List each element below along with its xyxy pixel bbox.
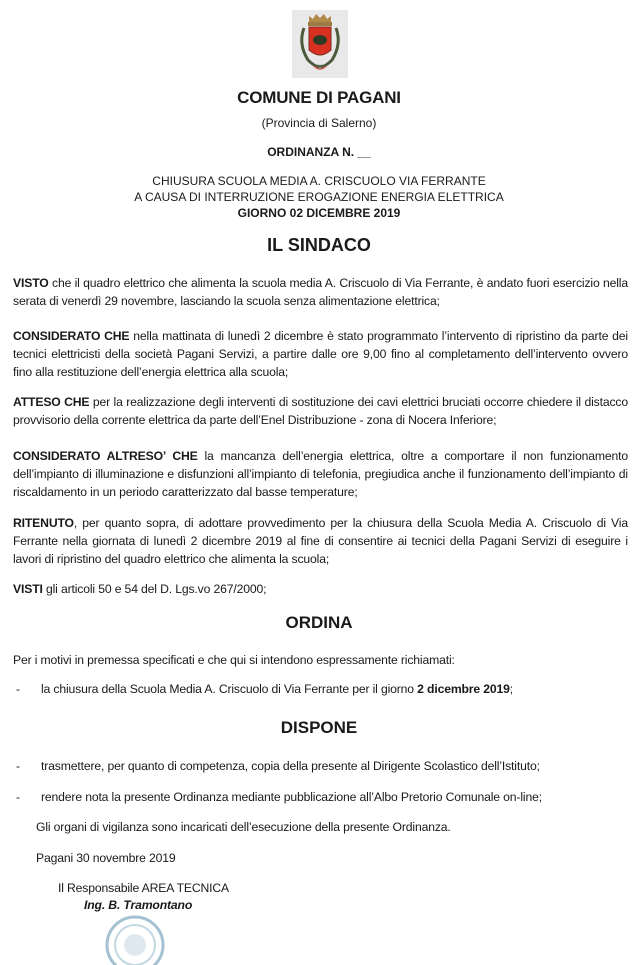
paragraph-considerato [13, 327, 628, 382]
paragraph-lead: CONSIDERATO CHE [13, 329, 130, 343]
ordina-item-end: ; [509, 682, 514, 696]
heading-dispone: DISPONE [280, 718, 358, 737]
paragraph-lead: CONSIDERATO ALTRESO’ CHE [13, 449, 198, 463]
paragraph-atteso [13, 393, 628, 429]
paragraph-visti [13, 580, 628, 598]
place-date: Pagani 30 novembre 2019 [36, 851, 176, 865]
bullet-marker: - [16, 790, 21, 804]
dispone-item: trasmettere, per quanto di competenza, copia della presente al Dirigente Scolastico dell’Istituto; [41, 759, 540, 773]
paragraph-text: gli articoli 50 e 54 del D. Lgs.vo 267/2000; [42, 582, 267, 596]
dispone-closing: Gli organi di vigilanza sono incaricati dell’esecuzione della presente Ordinanza. [36, 820, 451, 834]
paragraph-lead: VISTO [13, 276, 49, 290]
signatory-name: Ing. B. Tramontano [84, 898, 193, 912]
document-title: COMUNE DI PAGANI [237, 88, 401, 107]
signatory-role: Il Responsabile AREA TECNICA [58, 881, 230, 895]
heading-il-sindaco: IL SINDACO [267, 235, 371, 255]
heading-ordina: ORDINA [285, 613, 353, 632]
bullet-marker: - [16, 682, 21, 696]
paragraph-visto [13, 274, 628, 310]
bullet-marker: - [16, 759, 21, 773]
paragraph-text: nella mattinata di lunedì 2 dicembre è stato programmato l’intervento di ripristino da parte dei tecnici elettricisti della società Pagani Servizi, a partire dalle ore 9,00 fino al completamento dell’intervento ovvero fino alla restituzione dell’energia elettrica alla scuola; [13, 329, 628, 380]
paragraph-considerato-altreso [13, 447, 628, 502]
ordina-item-date: 2 dicembre 2019 [417, 682, 510, 696]
official-stamp-icon [104, 915, 166, 965]
dispone-item: rendere nota la presente Ordinanza mediante pubblicazione all’Albo Pretorio Comunale on-line; [41, 790, 542, 804]
ordina-intro: Per i motivi in premessa specificati e che qui si intendono espressamente richiamati: [13, 653, 455, 667]
ordinance-number: ORDINANZA N. __ [267, 145, 371, 159]
subject-line-3: GIORNO 02 DICEMBRE 2019 [237, 206, 401, 220]
subject-line-2: A CAUSA DI INTERRUZIONE EROGAZIONE ENERGIA ELETTRICA [134, 190, 504, 204]
paragraph-text: che il quadro elettrico che alimenta la scuola media A. Criscuolo di Via Ferrante, è andato fuori esercizio nella serata di venerdì 29 novembre, lasciando la scuola senza alimentazione elettrica; [13, 276, 628, 309]
paragraph-text: per la realizzazione degli interventi di sostituzione dei cavi elettrici bruciati occorre chiedere il distacco provvisorio della corrente elettrica da parte dell’Enel Distribuzione - zona di Nocera Inferiore; [13, 395, 628, 428]
ordina-item-text: la chiusura della Scuola Media A. Criscuolo di Via Ferrante per il giorno [41, 682, 418, 696]
paragraph-lead: RITENUTO [13, 516, 74, 530]
paragraph-text: , per quanto sopra, di adottare provvedimento per la chiusura della Scuola Media A. Criscuolo di Via Ferrante nella giornata di lunedì 2 dicembre 2019 al fine di consentire ai tecnici della Pagani Servizi di eseguire i lavori di ripristino del quadro elettrico che alimenta la scuola; [13, 516, 628, 567]
paragraph-text: la mancanza dell’energia elettrica, oltre a comportare il non funzionamento dell’impianto di illuminazione e disfunzioni all’impianto di telefonia, pregiudica anche il funzionamento dell’impianto di riscaldamento in un periodo caratterizzato dal basse temperature; [13, 449, 629, 500]
ordina-item [41, 682, 513, 696]
paragraph-ritenuto [13, 514, 628, 569]
province-label: (Provincia di Salerno) [261, 116, 377, 130]
paragraph-lead: ATTESO CHE [13, 395, 90, 409]
paragraph-lead: VISTI [13, 582, 43, 596]
municipal-crest-icon [292, 10, 348, 78]
subject-line-1: CHIUSURA SCUOLA MEDIA A. CRISCUOLO VIA FERRANTE [152, 174, 486, 188]
